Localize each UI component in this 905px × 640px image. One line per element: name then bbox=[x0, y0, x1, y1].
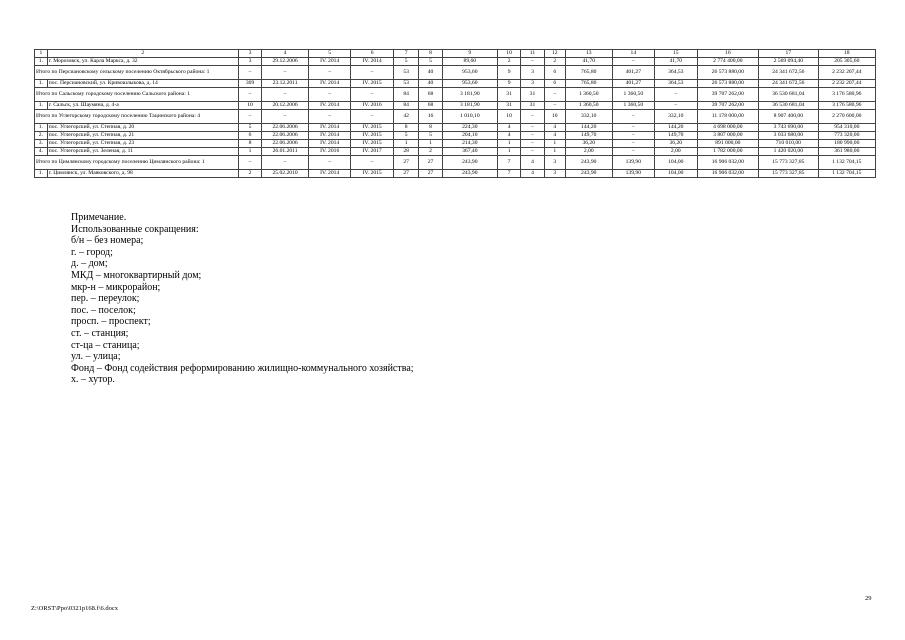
table-cell: 4 bbox=[497, 124, 520, 132]
note-line: б/н – без номера; bbox=[71, 235, 144, 247]
table-cell: – bbox=[238, 156, 261, 170]
table-cell: 31 bbox=[521, 102, 544, 110]
table-cell: 6 bbox=[544, 66, 565, 80]
subtotal-label: Итого по Цимлянскому городскому поселению Цимлянского района: 1 bbox=[35, 156, 239, 170]
column-number-cell: 17 bbox=[759, 50, 818, 58]
column-number-cell: 8 bbox=[419, 50, 442, 58]
table-cell: 1 360,50 bbox=[612, 102, 654, 110]
table-cell: – bbox=[544, 88, 565, 102]
table-cell: 9 bbox=[497, 66, 520, 80]
table-row bbox=[35, 140, 876, 148]
table-cell: 1 bbox=[544, 148, 565, 156]
note-line: ул. – улица; bbox=[71, 351, 121, 363]
address-cell: г. Цимлянск, ул. Маяковского, д. 98 bbox=[47, 170, 238, 178]
note-line: пос. – поселок; bbox=[71, 304, 136, 316]
table-cell: – bbox=[612, 132, 654, 140]
column-number-cell: 16 bbox=[697, 50, 759, 58]
table-cell: 22.06.2006 bbox=[262, 132, 309, 140]
table-cell: IV. 2014 bbox=[308, 58, 350, 66]
table-cell: 8 bbox=[238, 140, 261, 148]
table-cell: 1 360,50 bbox=[565, 88, 612, 102]
table-cell: 31 bbox=[497, 102, 520, 110]
note-line: г. – город; bbox=[71, 246, 113, 258]
table-cell: 3 176 580,96 bbox=[818, 88, 875, 102]
table-cell: 7 bbox=[497, 170, 520, 178]
table-cell: – bbox=[238, 66, 261, 80]
table-cell: IV. 2014 bbox=[308, 124, 350, 132]
table-cell: 243,90 bbox=[565, 156, 612, 170]
table-cell: 3 bbox=[544, 156, 565, 170]
abbreviations-note bbox=[71, 212, 571, 386]
table-cell: 41,70 bbox=[655, 58, 697, 66]
table-cell: 953,60 bbox=[442, 66, 497, 80]
table-cell: – bbox=[262, 88, 309, 102]
table-cell: – bbox=[655, 102, 697, 110]
table-cell: 41,70 bbox=[565, 58, 612, 66]
table-cell: 53 bbox=[393, 80, 418, 88]
column-number-cell: 18 bbox=[818, 50, 875, 58]
table-cell: – bbox=[655, 88, 697, 102]
table-cell: 361 980,00 bbox=[818, 148, 875, 156]
table-cell: 53 bbox=[393, 66, 418, 80]
table-cell: IV. 2015 bbox=[351, 170, 393, 178]
subtotal-label: Итого по Углегорскому городскому поселению Тацинского района: 4 bbox=[35, 110, 239, 124]
table-cell: IV. 2014 bbox=[351, 58, 393, 66]
table-cell: 8 907 400,00 bbox=[759, 110, 818, 124]
table-cell: 1 010,10 bbox=[442, 110, 497, 124]
table-cell: – bbox=[612, 140, 654, 148]
table-cell: IV. 2014 bbox=[308, 80, 350, 88]
table-cell: 2 bbox=[544, 58, 565, 66]
table-cell: – bbox=[308, 156, 350, 170]
table-cell: – bbox=[238, 88, 261, 102]
table-cell: 16 906 032,00 bbox=[697, 156, 759, 170]
table-cell: 224,30 bbox=[442, 124, 497, 132]
table-cell: 2 bbox=[238, 170, 261, 178]
table-cell: 2,00 bbox=[655, 148, 697, 156]
table-cell: 243,90 bbox=[565, 170, 612, 178]
table-cell: 28 bbox=[393, 148, 418, 156]
column-number-cell: 10 bbox=[497, 50, 520, 58]
table-cell: 89,60 bbox=[442, 58, 497, 66]
table-cell: 954 310,00 bbox=[818, 124, 875, 132]
table-cell: 36 530 681,04 bbox=[759, 102, 818, 110]
table-cell: 26 573 880,00 bbox=[697, 66, 759, 80]
table-cell: IV. 2014 bbox=[308, 140, 350, 148]
table-cell: 1. bbox=[35, 80, 48, 88]
column-number-cell: 13 bbox=[565, 50, 612, 58]
table-cell: – bbox=[612, 148, 654, 156]
page-number: 29 bbox=[865, 595, 872, 602]
column-number-cell: 14 bbox=[612, 50, 654, 58]
subtotal-label: Итого по Персиановскому сельскому поселению Октябрьского района: 1 bbox=[35, 66, 239, 80]
table-row bbox=[35, 148, 876, 156]
table-cell: 3. bbox=[35, 140, 48, 148]
table-cell: 243,90 bbox=[442, 156, 497, 170]
note-line: просп. – проспект; bbox=[71, 316, 151, 328]
table-cell: 16 906 032,00 bbox=[697, 170, 759, 178]
table-cell: 27 bbox=[419, 156, 442, 170]
table-cell: 1. bbox=[35, 58, 48, 66]
table-cell: 31 bbox=[521, 88, 544, 102]
table-cell: 204,10 bbox=[442, 132, 497, 140]
table-row bbox=[35, 80, 876, 88]
note-line: Использованные сокращения: bbox=[71, 223, 199, 235]
table-cell: 5 bbox=[238, 124, 261, 132]
table-cell: 1. bbox=[35, 124, 48, 132]
table-cell: 68 bbox=[419, 88, 442, 102]
table-cell: – bbox=[308, 110, 350, 124]
table-cell: 367,40 bbox=[442, 148, 497, 156]
table-cell: 39 707 262,00 bbox=[697, 88, 759, 102]
table-cell: – bbox=[612, 110, 654, 124]
table-cell: – bbox=[612, 58, 654, 66]
table-cell: 10 bbox=[238, 102, 261, 110]
table-cell: 332,10 bbox=[655, 110, 697, 124]
table-cell: 40 bbox=[419, 80, 442, 88]
table-cell: 3 807 000,00 bbox=[697, 132, 759, 140]
table-cell: 26.01.2011 bbox=[262, 148, 309, 156]
table-cell: – bbox=[262, 66, 309, 80]
note-line: МКД – многоквартирный дом; bbox=[71, 269, 202, 281]
table-cell: – bbox=[308, 66, 350, 80]
table-cell: 3 bbox=[544, 170, 565, 178]
table-cell: – bbox=[521, 58, 544, 66]
table-cell: 1 132 704,15 bbox=[818, 170, 875, 178]
table-cell: – bbox=[308, 88, 350, 102]
subtotal-row bbox=[35, 156, 876, 170]
table-cell: 22.06.2006 bbox=[262, 140, 309, 148]
column-number-cell: 5 bbox=[308, 50, 350, 58]
table-cell: 2 232 207,44 bbox=[818, 66, 875, 80]
column-number-cell: 4 bbox=[262, 50, 309, 58]
table-cell: 180 990,00 bbox=[818, 140, 875, 148]
table-cell: – bbox=[612, 124, 654, 132]
table-cell: 765,80 bbox=[565, 66, 612, 80]
table-cell: 139,90 bbox=[612, 156, 654, 170]
table-cell: 953,60 bbox=[442, 80, 497, 88]
column-number-cell: 7 bbox=[393, 50, 418, 58]
table-cell: IV. 2015 bbox=[351, 80, 393, 88]
table-cell: 144,20 bbox=[655, 124, 697, 132]
table-cell: – bbox=[262, 156, 309, 170]
column-number-cell: 6 bbox=[351, 50, 393, 58]
column-number-cell: 1 bbox=[35, 50, 48, 58]
table-cell: 149,70 bbox=[565, 132, 612, 140]
table-row bbox=[35, 102, 876, 110]
table-row bbox=[35, 132, 876, 140]
table-cell: – bbox=[521, 132, 544, 140]
note-heading: Примечание. bbox=[71, 212, 127, 223]
note-line: д. – дом; bbox=[71, 258, 108, 270]
table-cell: 25.02.2010 bbox=[262, 170, 309, 178]
table-cell: IV. 2014 bbox=[308, 102, 350, 110]
table-cell: – bbox=[262, 110, 309, 124]
table-cell: 5 bbox=[393, 132, 418, 140]
table-cell: 144,20 bbox=[565, 124, 612, 132]
table-cell: 104,00 bbox=[655, 170, 697, 178]
table-cell: 1 420 020,00 bbox=[759, 148, 818, 156]
address-cell: пос. Углегорский, ул. Степная, д. 23 bbox=[47, 140, 238, 148]
program-table bbox=[34, 49, 876, 178]
table-cell: – bbox=[521, 110, 544, 124]
table-cell: 765,80 bbox=[565, 80, 612, 88]
subtotal-row bbox=[35, 88, 876, 102]
table-cell: 2 569 094,40 bbox=[759, 58, 818, 66]
column-number-cell: 11 bbox=[521, 50, 544, 58]
table-cell: 7 bbox=[497, 156, 520, 170]
table-cell: 243,90 bbox=[442, 170, 497, 178]
table-cell: – bbox=[351, 110, 393, 124]
table-cell: 2 232 207,44 bbox=[818, 80, 875, 88]
table-cell: IV. 2016 bbox=[351, 102, 393, 110]
table-cell: 11 178 000,00 bbox=[697, 110, 759, 124]
column-number-cell: 12 bbox=[544, 50, 565, 58]
table-cell: 1 bbox=[393, 140, 418, 148]
table-cell: 1. bbox=[35, 170, 48, 178]
table-cell: 15 773 327,85 bbox=[759, 170, 818, 178]
table-cell: – bbox=[351, 66, 393, 80]
table-cell: 36,20 bbox=[565, 140, 612, 148]
table-cell: 36 530 681,04 bbox=[759, 88, 818, 102]
table-cell: – bbox=[521, 140, 544, 148]
table-cell: 40 bbox=[419, 66, 442, 80]
table-cell: IV. 2014 bbox=[308, 132, 350, 140]
table-cell: 332,10 bbox=[565, 110, 612, 124]
column-number-cell: 2 bbox=[47, 50, 238, 58]
address-cell: пос. Углегорский, ул. Степная, д. 21 bbox=[47, 132, 238, 140]
table-cell: 773 320,00 bbox=[818, 132, 875, 140]
table-cell: 3 033 680,00 bbox=[759, 132, 818, 140]
table-cell: 26 573 880,00 bbox=[697, 80, 759, 88]
table-cell: 27 bbox=[393, 156, 418, 170]
table-cell: 4 bbox=[497, 132, 520, 140]
table-cell: 10 bbox=[497, 110, 520, 124]
table-cell: 15 773 327,85 bbox=[759, 156, 818, 170]
column-number-cell: 9 bbox=[442, 50, 497, 58]
table-cell: IV. 2015 bbox=[351, 124, 393, 132]
table-cell: 16 bbox=[419, 110, 442, 124]
table-cell: 1 bbox=[419, 140, 442, 148]
note-line: ст. – станция; bbox=[71, 327, 129, 339]
table-cell: 2,00 bbox=[565, 148, 612, 156]
table-cell: 4 bbox=[544, 132, 565, 140]
subtotal-row bbox=[35, 66, 876, 80]
table-cell: 2 bbox=[497, 58, 520, 66]
table-cell: 68 bbox=[419, 102, 442, 110]
table-row bbox=[35, 124, 876, 132]
table-cell: 2. bbox=[35, 132, 48, 140]
table-cell: 139,90 bbox=[612, 170, 654, 178]
address-cell: пос. Персиановский, ул. Кривошлыкова, д. 14 bbox=[47, 80, 238, 88]
table-cell: 3 bbox=[521, 66, 544, 80]
table-cell: 364,53 bbox=[655, 66, 697, 80]
table-cell: – bbox=[351, 156, 393, 170]
file-path: Z:\ORST\Ppo\0321p168.f\6.docx bbox=[31, 605, 119, 612]
table-cell: 401,27 bbox=[612, 80, 654, 88]
table-cell: 710 010,00 bbox=[759, 140, 818, 148]
table-cell: 4 698 000,00 bbox=[697, 124, 759, 132]
table-cell: – bbox=[351, 88, 393, 102]
address-cell: пос. Углегорский, ул. Степная, д. 20 bbox=[47, 124, 238, 132]
table-row bbox=[35, 58, 876, 66]
table-cell: 27 bbox=[419, 170, 442, 178]
address-cell: г. Сальск, ул. Шаумяна, д. 4-а bbox=[47, 102, 238, 110]
table-cell: 149,70 bbox=[655, 132, 697, 140]
table-cell: 401,27 bbox=[612, 66, 654, 80]
table-cell: – bbox=[521, 124, 544, 132]
table-cell: 3 181,90 bbox=[442, 102, 497, 110]
table-row bbox=[35, 170, 876, 178]
subtotal-label: Итого по Сальскому городскому поселению Сальского района: 1 bbox=[35, 88, 239, 102]
table-cell: 4 bbox=[544, 124, 565, 132]
table-cell: 23.12.2011 bbox=[262, 80, 309, 88]
table-cell: 309 bbox=[238, 80, 261, 88]
table-cell: 1 360,50 bbox=[612, 88, 654, 102]
table-cell: 4 bbox=[521, 156, 544, 170]
table-cell: 6 bbox=[238, 132, 261, 140]
table-cell: 9 bbox=[497, 80, 520, 88]
table-cell: 42 bbox=[393, 110, 418, 124]
table-cell: 214,30 bbox=[442, 140, 497, 148]
table-cell: IV. 2016 bbox=[308, 148, 350, 156]
table-cell: 364,53 bbox=[655, 80, 697, 88]
table-cell: 10 bbox=[544, 110, 565, 124]
table-cell: 3 176 580,96 bbox=[818, 102, 875, 110]
table-cell: IV. 2015 bbox=[351, 140, 393, 148]
table-cell: 5 bbox=[419, 58, 442, 66]
table-cell: 3 bbox=[238, 58, 261, 66]
table-cell: IV. 2014 bbox=[308, 170, 350, 178]
table-cell: 84 bbox=[393, 102, 418, 110]
table-cell: IV. 2017 bbox=[351, 148, 393, 156]
table-cell: 39 707 262,00 bbox=[697, 102, 759, 110]
table-cell: 5 bbox=[419, 132, 442, 140]
table-cell: 1 132 704,15 bbox=[818, 156, 875, 170]
table-cell: 2 bbox=[419, 148, 442, 156]
table-cell: 36,20 bbox=[655, 140, 697, 148]
table-cell: 1 bbox=[497, 148, 520, 156]
table-cell: 1 782 000,00 bbox=[697, 148, 759, 156]
table-cell: 20.12.2006 bbox=[262, 102, 309, 110]
table-cell: 8 bbox=[419, 124, 442, 132]
table-cell: 22.06.2006 bbox=[262, 124, 309, 132]
table-cell: 8 bbox=[393, 124, 418, 132]
program-table-body bbox=[35, 50, 876, 178]
table-cell: 24 341 672,56 bbox=[759, 66, 818, 80]
address-cell: пос. Углегорский, ул. Зеленая, д. 11 bbox=[47, 148, 238, 156]
table-cell: – bbox=[238, 110, 261, 124]
table-cell: 5 bbox=[393, 58, 418, 66]
table-cell: 1. bbox=[35, 102, 48, 110]
table-cell: 205 305,60 bbox=[818, 58, 875, 66]
subtotal-row bbox=[35, 110, 876, 124]
address-cell: г. Морозовск, ул. Карла Маркса, д. 32 bbox=[47, 58, 238, 66]
table-cell: – bbox=[544, 102, 565, 110]
table-cell: 3 743 690,00 bbox=[759, 124, 818, 132]
table-cell: IV. 2015 bbox=[351, 132, 393, 140]
column-number-cell: 15 bbox=[655, 50, 697, 58]
table-cell: 3 181,90 bbox=[442, 88, 497, 102]
table-cell: 27 bbox=[393, 170, 418, 178]
table-cell: 1 bbox=[497, 140, 520, 148]
table-cell: 6 bbox=[544, 80, 565, 88]
table-cell: 2 774 400,00 bbox=[697, 58, 759, 66]
note-line: х. – хутор. bbox=[71, 374, 115, 386]
note-line: мкр-н – микрорайон; bbox=[71, 281, 161, 293]
note-line: Фонд – Фонд содействия реформированию жилищно-коммунального хозяйства; bbox=[71, 362, 414, 374]
column-number-cell: 3 bbox=[238, 50, 261, 58]
table-cell: 84 bbox=[393, 88, 418, 102]
note-line: пер. – переулок; bbox=[71, 293, 140, 305]
table-cell: 1 360,50 bbox=[565, 102, 612, 110]
table-cell: 2 270 600,00 bbox=[818, 110, 875, 124]
note-line: ст-ца – станица; bbox=[71, 339, 140, 351]
table-cell: 4 bbox=[521, 170, 544, 178]
table-cell: 31 bbox=[497, 88, 520, 102]
table-header-row bbox=[35, 50, 876, 58]
table-cell: 1 bbox=[238, 148, 261, 156]
table-cell: 4. bbox=[35, 148, 48, 156]
table-cell: – bbox=[521, 148, 544, 156]
table-cell: 24 341 672,56 bbox=[759, 80, 818, 88]
table-cell: 29.12.2006 bbox=[262, 58, 309, 66]
table-cell: 3 bbox=[521, 80, 544, 88]
table-cell: 1 bbox=[544, 140, 565, 148]
table-cell: 104,00 bbox=[655, 156, 697, 170]
table-cell: 891 000,00 bbox=[697, 140, 759, 148]
